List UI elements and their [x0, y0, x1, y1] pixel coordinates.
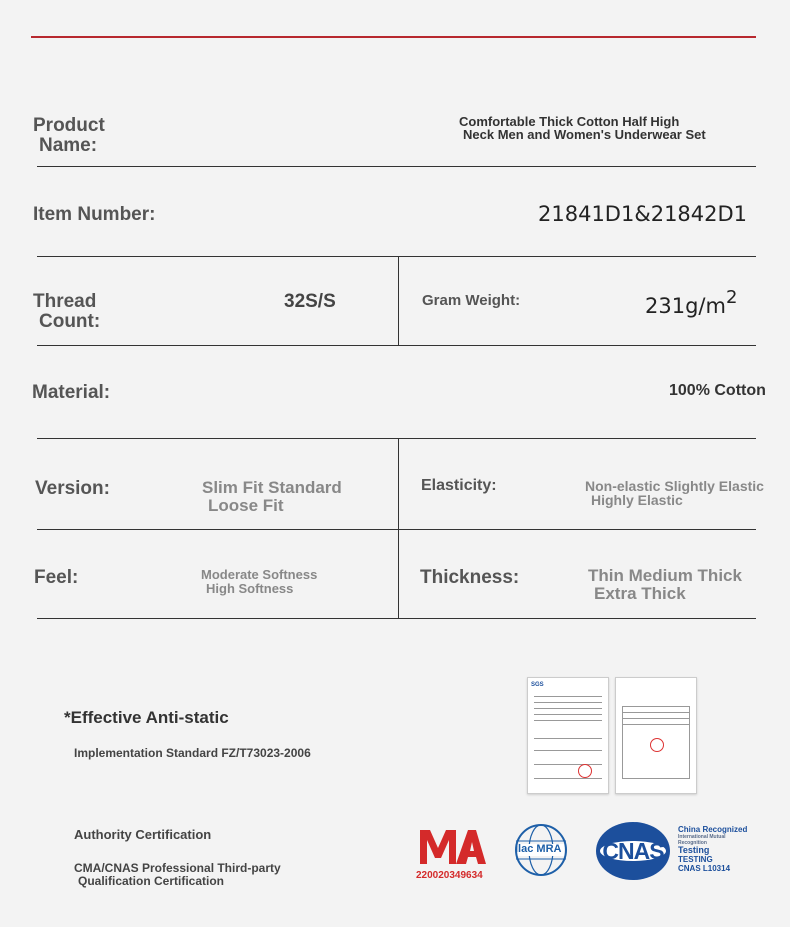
cma-logo: [416, 824, 488, 884]
antistatic-standard: Implementation Standard FZ/T73023-2006: [74, 746, 311, 760]
cma-logo-icon: [416, 824, 488, 868]
elasticity-option-1: Non-elastic Slightly Elastic: [585, 478, 764, 494]
feel-option-2: High Softness: [206, 581, 294, 596]
red-stamp-icon: [578, 764, 592, 778]
item-number-value: 21841D1&21842D1: [538, 202, 748, 226]
cnas-logo: [595, 821, 671, 881]
version-label: Version:: [35, 478, 110, 499]
divider-3: [37, 345, 756, 346]
feel-label: Feel:: [34, 567, 79, 588]
sgs-logo-text: SGS: [531, 682, 544, 688]
product-name-value-line2: Neck Men and Women's Underwear Set: [463, 127, 706, 142]
test-report-document-1: [527, 677, 609, 794]
elasticity-label: Elasticity:: [421, 477, 497, 494]
version-option-2: Loose Fit: [208, 496, 284, 515]
cnas-side-line5: TESTING: [678, 855, 713, 864]
product-name-value-line1: Comfortable Thick Cotton Half High: [459, 114, 680, 129]
product-name-value: [459, 115, 759, 141]
gram-weight-number: 231g/m: [645, 294, 726, 318]
divider-5: [37, 529, 756, 530]
material-label: Material:: [32, 382, 111, 403]
version-option-1: Slim Fit Standard: [202, 478, 342, 497]
authority-description-line1: CMA/CNAS Professional Third-party: [74, 861, 281, 875]
authority-description-line2: Qualification Certification: [78, 874, 225, 888]
cnas-side-line4: Testing: [678, 845, 710, 855]
elasticity-option-2: Highly Elastic: [591, 492, 683, 508]
product-name-label-line2: Name:: [39, 135, 98, 156]
cnas-side-line1: China Recognized: [678, 825, 748, 834]
product-name-label-line1: Product: [33, 115, 105, 136]
feel-options: [201, 568, 317, 596]
authority-title: Authority Certification: [74, 827, 212, 842]
cnas-text: CNAS: [602, 838, 664, 864]
divider-6: [37, 618, 756, 619]
ilac-mra-text: ilac MRA: [515, 843, 562, 855]
thread-count-label-line2: Count:: [39, 311, 101, 332]
cnas-side-text: [678, 825, 790, 873]
authority-description: [74, 862, 281, 888]
thread-count-label: [33, 292, 100, 332]
red-stamp-icon: [650, 738, 664, 752]
top-red-divider: [31, 36, 756, 38]
item-number-label: Item Number:: [33, 204, 156, 225]
thickness-option-1: Thin Medium Thick: [588, 566, 742, 585]
ilac-mra-logo: [514, 823, 568, 877]
feel-option-1: Moderate Softness: [201, 567, 318, 582]
divider-1: [37, 166, 756, 167]
test-report-document-2: [615, 677, 697, 794]
thickness-options: [588, 567, 742, 603]
gram-weight-value: [645, 289, 737, 318]
version-options: [202, 479, 342, 515]
elasticity-options: [585, 479, 764, 507]
cnas-side-line3: Recognition: [678, 840, 707, 846]
thread-count-value: 32S/S: [284, 291, 336, 312]
divider-4: [37, 438, 756, 439]
cnas-side-line6: CNAS L10314: [678, 864, 731, 873]
thickness-option-2: Extra Thick: [594, 584, 686, 603]
thread-count-label-line1: Thread: [33, 291, 97, 312]
cma-number: 220020349634: [416, 870, 483, 881]
product-name-label: [33, 116, 105, 156]
divider-vertical-1: [398, 256, 399, 345]
gram-weight-label: Gram Weight:: [422, 292, 521, 309]
gram-weight-superscript: 2: [725, 287, 738, 308]
divider-2: [37, 256, 756, 257]
material-value: 100% Cotton: [669, 382, 766, 399]
antistatic-title: *Effective Anti-static: [64, 708, 229, 727]
cnas-side-line2: International Mutual: [678, 834, 726, 840]
thickness-label: Thickness:: [420, 567, 520, 588]
